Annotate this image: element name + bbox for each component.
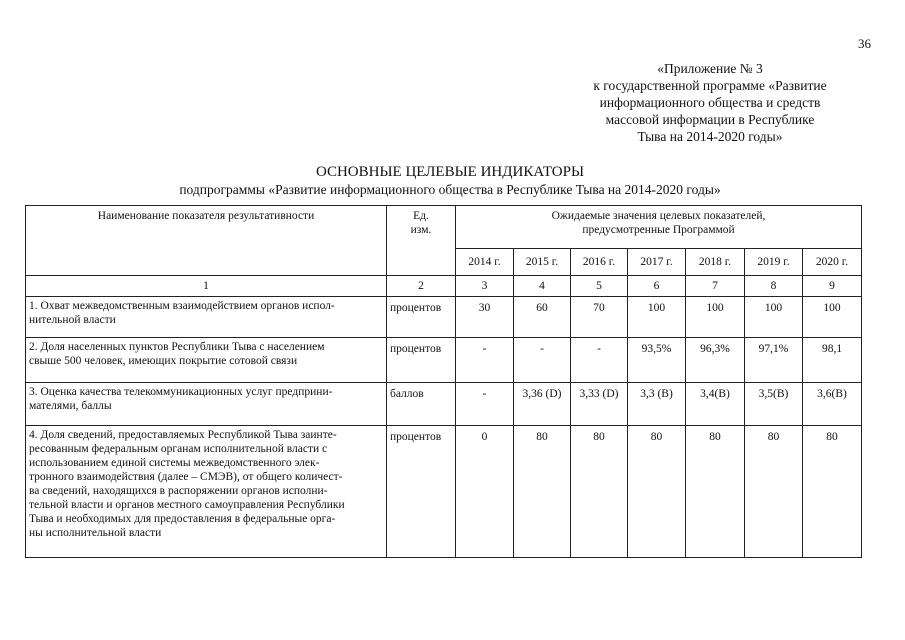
indicator-name-line: 1. Охват межведомственным взаимодействием органов испол- [29, 300, 335, 312]
indicators-table [25, 205, 862, 558]
header-group-line: предусмотренные Программой [582, 224, 735, 236]
annex-heading [560, 60, 860, 145]
header-year: 2019 г. [745, 249, 803, 276]
column-number: 7 [686, 276, 745, 297]
indicator-name-line: тельной власти и органов местного самоуправления Республики [29, 499, 345, 511]
indicator-value: 3,36 (D) [514, 383, 571, 426]
table-row [26, 297, 862, 338]
column-number: 9 [803, 276, 862, 297]
indicator-value: - [456, 338, 514, 383]
indicator-value: 3,5(B) [745, 383, 803, 426]
indicator-value: 100 [628, 297, 686, 338]
table-row [26, 338, 862, 383]
indicator-value: 30 [456, 297, 514, 338]
indicator-name-line: ресованным федеральным органам исполнительной власти с [29, 443, 328, 455]
indicator-name-line: ны исполнительной власти [29, 527, 162, 539]
indicator-name [26, 383, 387, 426]
indicator-value: 80 [571, 426, 628, 558]
indicator-value: 80 [803, 426, 862, 558]
indicator-value: 3,4(B) [686, 383, 745, 426]
document-subtitle: подпрограммы «Развитие информационного общества в Республике Тыва на 2014-2020 годы» [179, 182, 721, 197]
indicator-name-line: 2. Доля населенных пунктов Республики Тыва с населением [29, 341, 325, 353]
indicator-unit: процентов [387, 426, 456, 558]
header-indicator-name: Наименование показателя результативности [26, 206, 387, 276]
indicator-value: 3,3 (B) [628, 383, 686, 426]
annex-line: к государственной программе «Развитие [593, 78, 827, 93]
indicator-name-line: 4. Доля сведений, предоставляемых Республикой Тыва заинте- [29, 429, 337, 441]
page-number: 36 [858, 36, 871, 51]
indicator-name-line: ва сведений, находящихся в распоряжении органов исполни- [29, 485, 328, 497]
header-year: 2020 г. [803, 249, 862, 276]
header-year: 2015 г. [514, 249, 571, 276]
header-unit [387, 206, 456, 276]
indicator-value: 80 [686, 426, 745, 558]
column-number: 2 [387, 276, 456, 297]
column-number: 1 [26, 276, 387, 297]
header-expected-values [456, 206, 862, 249]
indicator-value: 80 [514, 426, 571, 558]
header-unit-line: Ед. [413, 210, 429, 222]
table-row [26, 426, 862, 558]
indicator-value: 93,5% [628, 338, 686, 383]
indicator-value: 70 [571, 297, 628, 338]
annex-line: Тыва на 2014-2020 годы» [637, 129, 783, 144]
indicator-unit: процентов [387, 297, 456, 338]
indicator-value: - [456, 383, 514, 426]
column-number: 4 [514, 276, 571, 297]
document-title: ОСНОВНЫЕ ЦЕЛЕВЫЕ ИНДИКАТОРЫ [315, 164, 585, 180]
header-year: 2014 г. [456, 249, 514, 276]
indicator-value: - [514, 338, 571, 383]
indicator-name-line: нительной власти [29, 314, 116, 326]
column-number: 8 [745, 276, 803, 297]
indicator-value: 100 [745, 297, 803, 338]
column-number: 6 [628, 276, 686, 297]
column-number: 5 [571, 276, 628, 297]
header-year: 2017 г. [628, 249, 686, 276]
header-row [26, 206, 862, 249]
indicator-value: 80 [628, 426, 686, 558]
annex-line: массовой информации в Республике [605, 112, 815, 127]
indicator-name [26, 338, 387, 383]
header-group-line: Ожидаемые значения целевых показателей, [551, 210, 766, 222]
indicator-value: 3,33 (D) [571, 383, 628, 426]
indicator-name [26, 426, 387, 558]
annex-line: информационного общества и средств [599, 95, 821, 110]
indicator-value: 97,1% [745, 338, 803, 383]
indicator-value: - [571, 338, 628, 383]
column-number: 3 [456, 276, 514, 297]
table-row [26, 383, 862, 426]
indicator-value: 98,1 [803, 338, 862, 383]
indicator-name-line: мателями, баллы [29, 400, 112, 412]
header-year: 2016 г. [571, 249, 628, 276]
header-unit-line: изм. [410, 224, 432, 236]
indicator-value: 60 [514, 297, 571, 338]
indicator-value: 0 [456, 426, 514, 558]
indicator-name-line: использованием единой системы межведомственного элек- [29, 457, 320, 469]
indicator-name-line: 3. Оценка качества телекоммуникационных услуг предприни- [29, 386, 333, 398]
indicator-name-line: тронного взаимодействия (далее – СМЭВ), от общего количест- [29, 471, 343, 483]
indicator-name-line: Тыва и необходимых для предоставления в федеральные орга- [29, 513, 336, 525]
header-year: 2018 г. [686, 249, 745, 276]
column-numbers-row [26, 276, 862, 297]
indicator-value: 96,3% [686, 338, 745, 383]
indicator-value: 80 [745, 426, 803, 558]
indicator-unit: процентов [387, 338, 456, 383]
indicator-value: 100 [803, 297, 862, 338]
annex-line: «Приложение № 3 [657, 61, 763, 76]
indicator-value: 100 [686, 297, 745, 338]
indicator-value: 3,6(B) [803, 383, 862, 426]
indicator-name-line: свыше 500 человек, имеющих покрытие сотовой связи [29, 355, 298, 367]
indicator-name [26, 297, 387, 338]
indicator-unit: баллов [387, 383, 456, 426]
